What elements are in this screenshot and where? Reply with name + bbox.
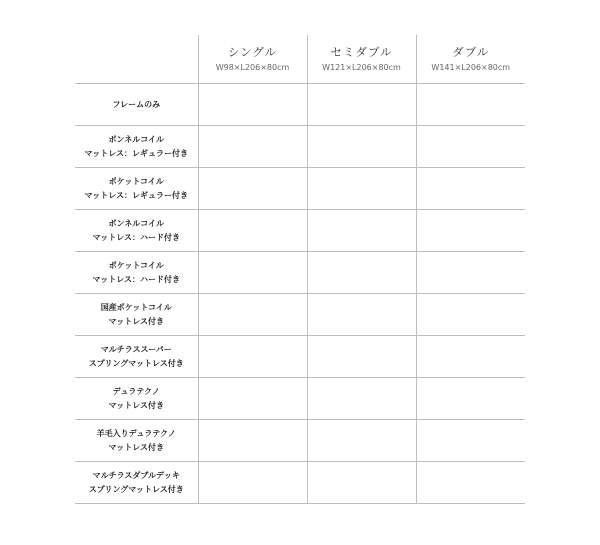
table-cell (307, 126, 416, 168)
row-label-line2: マットレス：ハード付き (92, 232, 180, 242)
row-label-line1: ボンネルコイル (108, 134, 165, 144)
table-cell (307, 294, 416, 336)
table-row (75, 294, 525, 336)
row-label-line1: フレームのみ (112, 99, 161, 109)
table-row (75, 168, 525, 210)
table-cell (416, 210, 525, 252)
row-label-line2: マットレス付き (108, 400, 164, 410)
row-label (75, 84, 198, 126)
table-cell (416, 336, 525, 378)
table-cell (198, 420, 307, 462)
table-row (75, 126, 525, 168)
row-label-line2: マットレス：レギュラー付き (84, 148, 188, 158)
row-label (75, 294, 198, 336)
row-label (75, 252, 198, 294)
size-name: ダブル (452, 44, 490, 59)
row-label-line2: スプリングマットレス付き (88, 358, 184, 368)
size-dimensions: W121×L206×80cm (322, 62, 401, 72)
table-cell (198, 378, 307, 420)
row-label (75, 336, 198, 378)
table-cell (198, 126, 307, 168)
table-row (75, 420, 525, 462)
row-label (75, 126, 198, 168)
table-cell (416, 168, 525, 210)
row-label (75, 210, 198, 252)
size-price-table (75, 35, 525, 504)
table-cell (416, 294, 525, 336)
row-label-line2: マットレス：レギュラー付き (84, 190, 188, 200)
table-cell (416, 378, 525, 420)
row-label-line1: デュラテクノ (112, 386, 160, 396)
header-single (198, 35, 307, 84)
table-cell (198, 294, 307, 336)
size-name: セミダブル (330, 44, 393, 59)
row-label-line2: マットレス付き (108, 316, 164, 326)
table-row (75, 336, 525, 378)
table-cell (416, 252, 525, 294)
table-cell (307, 84, 416, 126)
table-cell (198, 84, 307, 126)
row-label (75, 420, 198, 462)
table-cell (307, 168, 416, 210)
comparison-table (75, 35, 525, 504)
table-cell (307, 420, 416, 462)
header-double (416, 35, 525, 84)
table-cell (307, 252, 416, 294)
row-label-line2: スプリングマットレス付き (88, 484, 184, 494)
row-label-line1: ポケットコイル (108, 260, 164, 270)
table-row (75, 378, 525, 420)
row-label-line1: マルチラススーパー (100, 344, 172, 354)
table-cell (307, 336, 416, 378)
row-label-line2: マットレス付き (108, 442, 164, 452)
table-cell (198, 252, 307, 294)
header-semi-double (307, 35, 416, 84)
table-cell (416, 126, 525, 168)
table-cell (198, 462, 307, 504)
table-cell (416, 84, 525, 126)
table-cell (198, 210, 307, 252)
table-row (75, 252, 525, 294)
table-cell (307, 210, 416, 252)
table-cell (416, 462, 525, 504)
row-label (75, 462, 198, 504)
header-row (75, 35, 525, 84)
row-label-line1: マルチラスダブルデッキ (92, 470, 180, 480)
row-label-line1: 国産ポケットコイル (100, 302, 172, 312)
corner-cell (75, 35, 198, 84)
row-label-line1: ポケットコイル (108, 176, 164, 186)
row-label (75, 168, 198, 210)
table-row (75, 210, 525, 252)
table-row (75, 462, 525, 504)
size-dimensions: W141×L206×80cm (431, 62, 511, 72)
table-cell (198, 336, 307, 378)
row-label (75, 378, 198, 420)
row-label-line1: ボンネルコイル (108, 218, 165, 228)
row-label-line1: 羊毛入りデュラテクノ (96, 428, 176, 438)
table-cell (198, 168, 307, 210)
row-label-line2: マットレス：ハード付き (92, 274, 180, 284)
table-cell (307, 462, 416, 504)
table-cell (416, 420, 525, 462)
table-row (75, 84, 525, 126)
size-dimensions: W98×L206×80cm (215, 62, 290, 72)
size-name: シングル (227, 44, 278, 59)
table-cell (307, 378, 416, 420)
